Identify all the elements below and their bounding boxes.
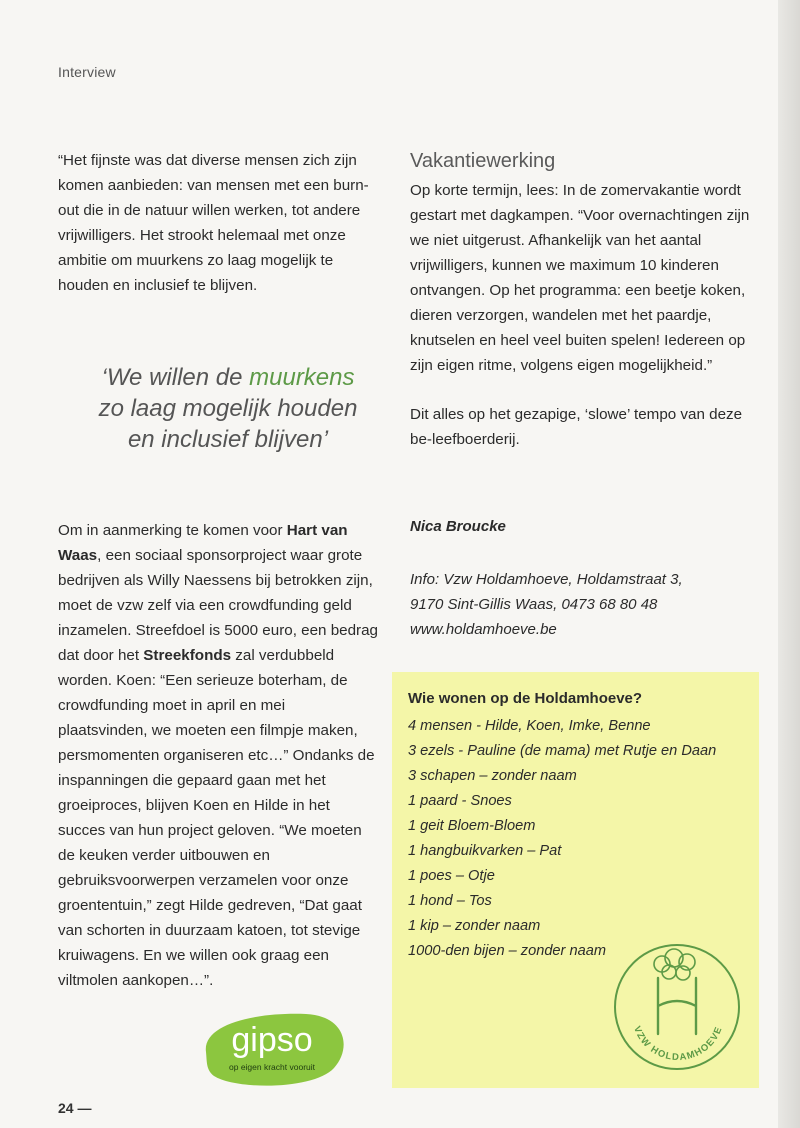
intro-text: “Het fijnste was dat diverse mensen zich zijn komen aanbieden: van mensen met een burn-out die in de natuur willen werken, tot andere vrijwilligers. Het strookt helemaal met onze ambitie om muurkens zo laag mogelijk te houden en inclusief te blijven. [58,152,369,294]
list-item: 1000-den bijen – zonder naam [408,943,606,959]
svg-text:VZW HOLDAMHOEVE [631,1025,725,1063]
pull-quote-line2: zo laag mogelijk houden [98,395,358,422]
intro-paragraph [58,148,388,298]
pull-quote [58,362,398,455]
gipso-tagline: op eigen kracht vooruit [229,1062,315,1072]
info-line-1: Info: Vzw Holdamhoeve, Holdamstraat 3, [410,571,683,588]
crowdfunding-paragraph [58,518,378,993]
list-item: 1 paard - Snoes [408,793,512,809]
author-name: Nica Broucke [410,518,506,535]
website-link[interactable]: www.holdamhoeve.be [410,621,557,638]
list-item: 1 kip – zonder naam [408,918,541,934]
list-item: 1 geit Bloem-Bloem [408,818,536,834]
contact-info [410,567,750,642]
hart-van-waas: Hart van Waas [58,522,348,564]
list-item: 4 mensen - Hilde, Koen, Imke, Benne [408,718,651,734]
list-item: 1 poes – Otje [408,868,495,884]
section-label: Interview [58,64,116,80]
pull-quote-line3: en inclusief blijven’ [127,426,329,453]
crowdfunding-text-2: , een sociaal sponsorproject waar grote bedrijven als Willy Naessens bij betrokken zijn, moet de vzw zelf via een crowdfunding geld inzamelen. Streefdoel is 5000 euro, een bedrag dat door het [58,547,378,664]
list-item: 3 schapen – zonder naam [408,768,577,784]
vakantiewerking-text: Op korte termijn, lees: In de zomervakantie wordt gestart met dagkampen. “Voor overnachtingen zijn we niet uitgerust. Afhankelijk van het aantal vrijwilligers, kunnen we maximum 10 kinderen ontvangen. Op het programma: een beetje koken, dieren verzorgen, wandelen met het paardje, knutselen en heel veel buiten spelen! Iedereen op zijn eigen ritme, volgens eigen mogelijkheid.” [410,182,750,374]
page-edge [778,0,800,1128]
streekfonds: Streekfonds [143,647,232,664]
page-number: 24 — [58,1100,92,1116]
slowe-tempo-text: Dit alles op het gezapige, ‘slowe’ tempo van deze be-leefboerderij. [410,406,743,448]
list-item: 3 ezels - Pauline (de mama) met Rutje en Daan [408,743,717,759]
stamp-text: VZW HOLDAMHOEVE [631,1024,725,1064]
crowdfunding-text-3: zal verdubbeld worden. Koen: “Een serieuze boterham, de crowdfunding moet in april en mei plaatsvinden, we moeten een filmpje maken, persmomenten organiseren etc…” Ondanks de inspanningen die gepaard gaan met het groeiproces, blijven Koen en Hilde in het succes van hun project geloven. “We moeten de keuken verder uitbouwen en gebruiksvoorwerpen verzamelen voor onze groententuin,” zegt Hilde gedreven, “Dat gaat van schorten in duurzaam katoen, tot stevige kruiwagens. En we willen ook graag een viltmolen aankopen…”. [58,647,375,989]
residents-list [408,714,716,964]
holdamhoeve-stamp-logo [612,942,742,1072]
pull-quote-highlight: muurkens [249,364,355,391]
pull-quote-part1: ‘We willen de [101,364,250,391]
info-line-2: 9170 Sint-Gillis Waas, 0473 68 80 48 [410,596,658,613]
list-item: 1 hangbuikvarken – Pat [408,843,562,859]
residents-title: Wie wonen op de Holdamhoeve? [408,690,643,707]
gipso-wordmark: gipso [231,1021,313,1059]
vakantiewerking-heading: Vakantiewerking [410,150,556,172]
vakantiewerking-section [410,148,750,452]
crowdfunding-text-1: Om in aanmerking te komen voor [58,522,287,539]
residents-box [392,672,759,1088]
gipso-logo [196,1008,348,1088]
list-item: 1 hond – Tos [408,893,492,909]
